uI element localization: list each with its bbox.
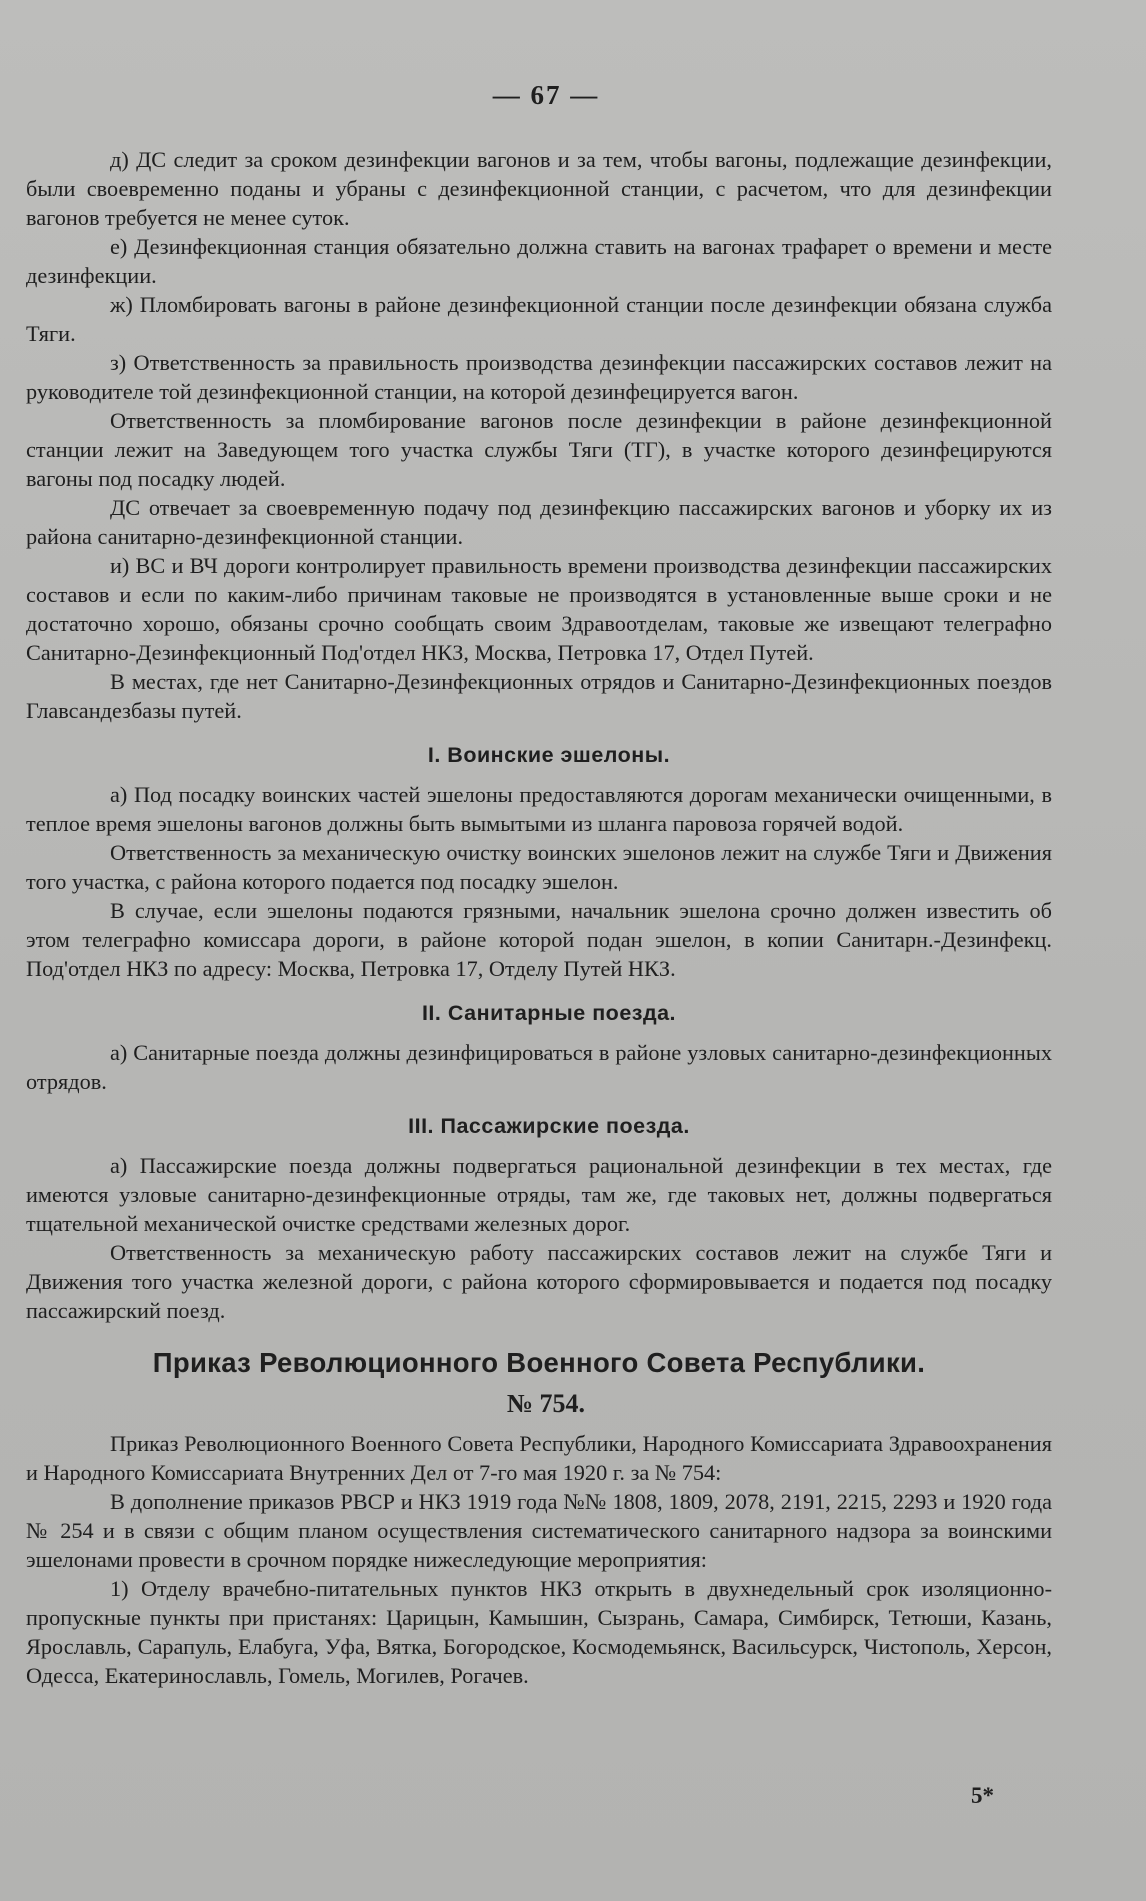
section3-paragraph: Ответственность за механическую работу пассажирских составов лежит на службе Тяги и Движения того участка железной дороги, с района которого сформировывается и подается под посадку пассажирский поезд. xyxy=(26,1240,1052,1323)
signature-mark: 5* xyxy=(971,1783,994,1808)
section1-paragraph: Ответственность за механическую очистку воинских эшелонов лежит на службе Тяги и Движения того участка, с района которого подается под посадку эшелон. xyxy=(26,840,1052,894)
paragraph-ds: ДС отвечает за своевременную подачу под дезинфекцию пассажирских вагонов и уборку их из района санитарно-дезинфекционной станции. xyxy=(26,495,1052,549)
section1-paragraph: а) Под посадку воинских частей эшелоны предоставляются дорогам механически очищенными, в теплое время эшелоны вагонов должны быть вымытыми из шланга паровоза горячей водой. xyxy=(26,782,1052,836)
order-paragraph: Приказ Революционного Военного Совета Республики, Народного Комиссариата Здравоохранения и Народного Комиссариата Внутренних Дел от 7-го мая 1920 г. за № 754: xyxy=(26,1431,1052,1485)
section3-paragraph: а) Пассажирские поезда должны подвергаться рациональной дезинфекции в тех местах, где имеются узловые санитарно-дезинфекционные отряды, там же, где таковых нет, должны подвергаться тщательной механической очистке средствами железных дорог. xyxy=(26,1153,1052,1236)
order-paragraph: 1) Отделу врачебно-питательных пунктов НКЗ открыть в двухнедельный срок изоляционно-пропускные пункты при пристанях: Царицын, Камышин, Сызрань, Самара, Симбирск, Тетюши, Казань, Ярославль, Сарапуль, Елабуга, Уфа, Вятка, Богородское, Космодемьянск, Васильсурск, Чистополь, Херсон, Одесса, Екатеринославль, Гомель, Могилев, Рогачев. xyxy=(26,1576,1052,1688)
paragraph-places: В местах, где нет Санитарно-Дезинфекционных отрядов и Санитарно-Дезинфекционных поездов Главсандезбазы путей. xyxy=(26,669,1052,723)
page-number: — 67 — xyxy=(492,80,600,110)
paragraph-e: е) Дезинфекционная станция обязательно должна ставить на вагонах трафарет о времени и месте дезинфекции. xyxy=(26,234,1052,288)
order-title: Приказ Революционного Военного Совета Республики. xyxy=(152,1347,926,1378)
order-number: № 754. xyxy=(506,1389,586,1418)
paragraph-zh: ж) Пломбировать вагоны в районе дезинфекционной станции после дезинфекции обязана служба Тяги. xyxy=(26,292,1052,346)
section-heading-sanitary: II. Санитарные поезда. xyxy=(421,1001,677,1025)
section2-paragraph: а) Санитарные поезда должны дезинфицироваться в районе узловых санитарно-дезинфекционных отрядов. xyxy=(26,1040,1052,1094)
section-heading-passenger: III. Пассажирские поезда. xyxy=(408,1114,690,1138)
order-paragraph: В дополнение приказов РВСР и НКЗ 1919 года №№ 1808, 1809, 2078, 2191, 2215, 2293 и 1920 года № 254 и в связи с общим планом осуществления систематического санитарного надзора за воинскими эшелонами провести в срочном порядке нижеследующие мероприятия: xyxy=(26,1489,1052,1572)
paragraph-i: и) ВС и ВЧ дороги контролирует правильность времени производства дезинфекции пассажирских составов и если по каким-либо причинам таковые не производятся в установленные выше сроки и не достаточно хорошо, обязаны срочно сообщать своим Здравоотделам, таковые же извещают телеграфно Санитарно-Дезинфекционный Под'отдел НКЗ, Москва, Петровка 17, Отдел Путей. xyxy=(26,553,1052,665)
paragraph-z: з) Ответственность за правильность производства дезинфекции пассажирских составов лежит на руководителе той дезинфекционной станции, на которой дезинфецируется вагон. xyxy=(26,350,1052,404)
section-heading-military: I. Воинские эшелоны. xyxy=(427,743,671,767)
section1-paragraph: В случае, если эшелоны подаются грязными, начальник эшелона срочно должен известить об этом телеграфно комиссара дороги, в районе которой подан эшелон, в копии Санитарн.-Дезинфекц. Под'отдел НКЗ по адресу: Москва, Петровка 17, Отделу Путей НКЗ. xyxy=(26,898,1052,981)
paragraph-responsibility-seal: Ответственность за пломбирование вагонов после дезинфекции в районе дезинфекционной станции лежит на Заведующем того участка службы Тяги (ТГ), в участке которого дезинфецируются вагоны под посадку людей. xyxy=(26,408,1052,491)
paragraph-d: д) ДС следит за сроком дезинфекции вагонов и за тем, чтобы вагоны, подлежащие дезинфекции, были своевременно поданы и убраны с дезинфекционной станции, с расчетом, что для дезинфекции вагонов требуется не менее суток. xyxy=(26,147,1052,230)
